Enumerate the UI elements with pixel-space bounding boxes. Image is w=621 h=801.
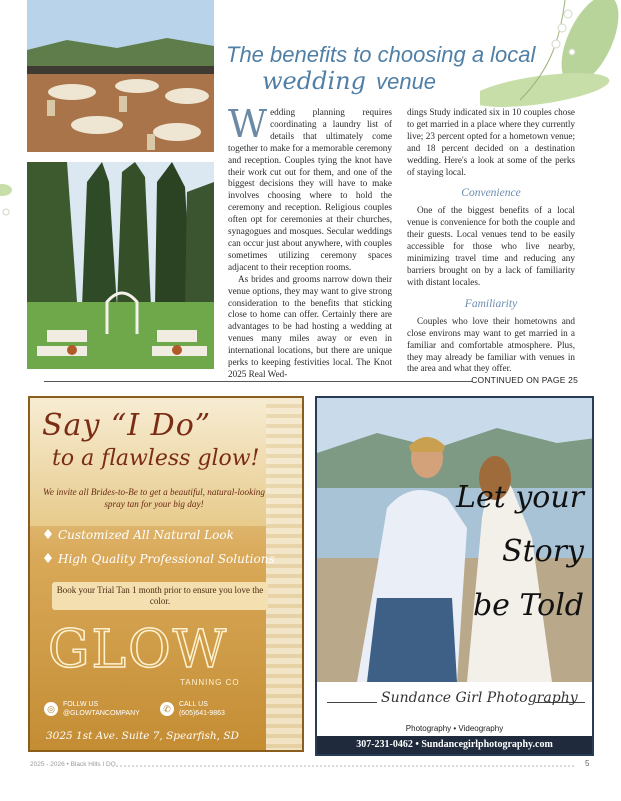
call-us[interactable] <box>160 700 225 718</box>
article-paragraph: edding planning requires coordinating a laundry list of details that ultimately come together to make for a memorable ceremony and reception. Couples tying the knot have their work cut out for them, and one of the biggest decisions they will have to make involves choosing where to hold the ceremony and reception. Religious couples often opt for ceremonies at their churches, synagogues and mosques. Secular weddings can occur just about anywhere, with couples sometimes utilizing ceremony spaces adjacent to their reception rooms. <box>228 107 392 272</box>
sundance-logo: Sundance Girl Photography <box>381 690 578 706</box>
article-paragraph: As brides and grooms narrow down their venue options, they may want to give strong consideration to the benefits that sticking close to home can offer. Certainly there are advantages to be had hosting a wedding at venues many miles away or even in international locations, but there are unique perks to keeping festivities local. The Knot 2025 Real Wed- <box>228 273 392 379</box>
article-column-1 <box>228 102 392 381</box>
feature-label: Customized All Natural Look <box>58 528 234 542</box>
services-text: Photography • Videography <box>405 724 504 733</box>
ad-script-line: Let your <box>456 480 584 515</box>
booking-note: Book your Trial Tan 1 month prior to ensure you love the color. <box>52 582 268 610</box>
page-number: 5 <box>585 759 590 768</box>
phone-icon: ✆ <box>160 702 174 716</box>
call-label: CALL US <box>178 701 208 708</box>
subhead-convenience: Convenience <box>461 187 521 200</box>
glow-address: 3025 1st Ave. Suite 7, Spearfish, SD <box>46 730 239 742</box>
footer-divider <box>112 765 574 767</box>
diamond-icon <box>44 553 52 563</box>
ad-script-line: be Told <box>472 588 584 623</box>
drop-cap: W <box>228 102 268 146</box>
title-line-1: The benefits to choosing a local <box>226 42 536 67</box>
ad-script-line: Story <box>502 534 584 569</box>
contact-bar[interactable]: 307-231-0462 • Sundancegirlphotography.com <box>317 736 592 754</box>
article-column-2 <box>407 107 575 375</box>
footer-issue: 2025 - 2026 • Black Hills I DO <box>30 761 116 768</box>
ad-invite-text: We invite all Brides-to-Be to get a beautiful, natural-looking spray tan for your big day! <box>43 487 265 509</box>
title-line-2: venue <box>376 69 437 94</box>
article-paragraph: dings Study indicated six in 10 couples chose to get married in a place where they currently live; 23 percent opted for a hometown venue; and 18 percent decided on a destination wedding. Here's a look at some of the perks of staying local. <box>407 107 575 177</box>
leaf-decoration-left <box>0 170 14 230</box>
feature-item <box>44 528 234 542</box>
article-paragraph: One of the biggest benefits of a local venue is convenience for both the couple and their guests. Local venues tend to be easily accessible for those who live nearby, minimizing travel time and reducing any barriers brought on by a lack of familiarity with distant locales. <box>407 205 575 287</box>
glow-logo-sub: TANNING CO <box>180 678 240 687</box>
follow-handle: @GLOWTANCOMPANY <box>62 710 140 717</box>
diamond-icon <box>44 529 52 539</box>
divider <box>327 702 377 703</box>
ad-subheadline: to a flawless glow! <box>52 446 260 471</box>
follow-us[interactable] <box>44 700 140 718</box>
sundance-photography-ad[interactable] <box>315 396 594 756</box>
call-number: (605)641-9863 <box>178 710 225 717</box>
continued-text: CONTINUED ON PAGE 25 <box>471 375 578 385</box>
feature-item <box>44 552 275 566</box>
venue-terrace-photo <box>27 0 214 152</box>
glow-logo: GLOW <box>48 620 229 680</box>
divider <box>44 381 472 382</box>
ad-headline: Say “I Do” <box>42 408 212 443</box>
lace-border <box>266 398 302 750</box>
follow-label: FOLLW US <box>62 701 99 708</box>
feature-label: High Quality Professional Solutions <box>58 552 275 566</box>
title-script-word: wedding <box>262 67 366 95</box>
article-paragraph: Couples who love their hometowns and close environs may want to get married in a familiar and comfortable atmosphere. Plus, they may already be familiar with venues in the area and what they offer. <box>407 315 575 374</box>
glow-tanning-ad[interactable] <box>28 396 304 752</box>
continued-notice <box>44 375 578 389</box>
garden-ceremony-photo <box>27 162 214 369</box>
article-title <box>226 42 556 95</box>
instagram-icon: ◎ <box>44 702 58 716</box>
subhead-familiarity: Familiarity <box>464 297 518 310</box>
